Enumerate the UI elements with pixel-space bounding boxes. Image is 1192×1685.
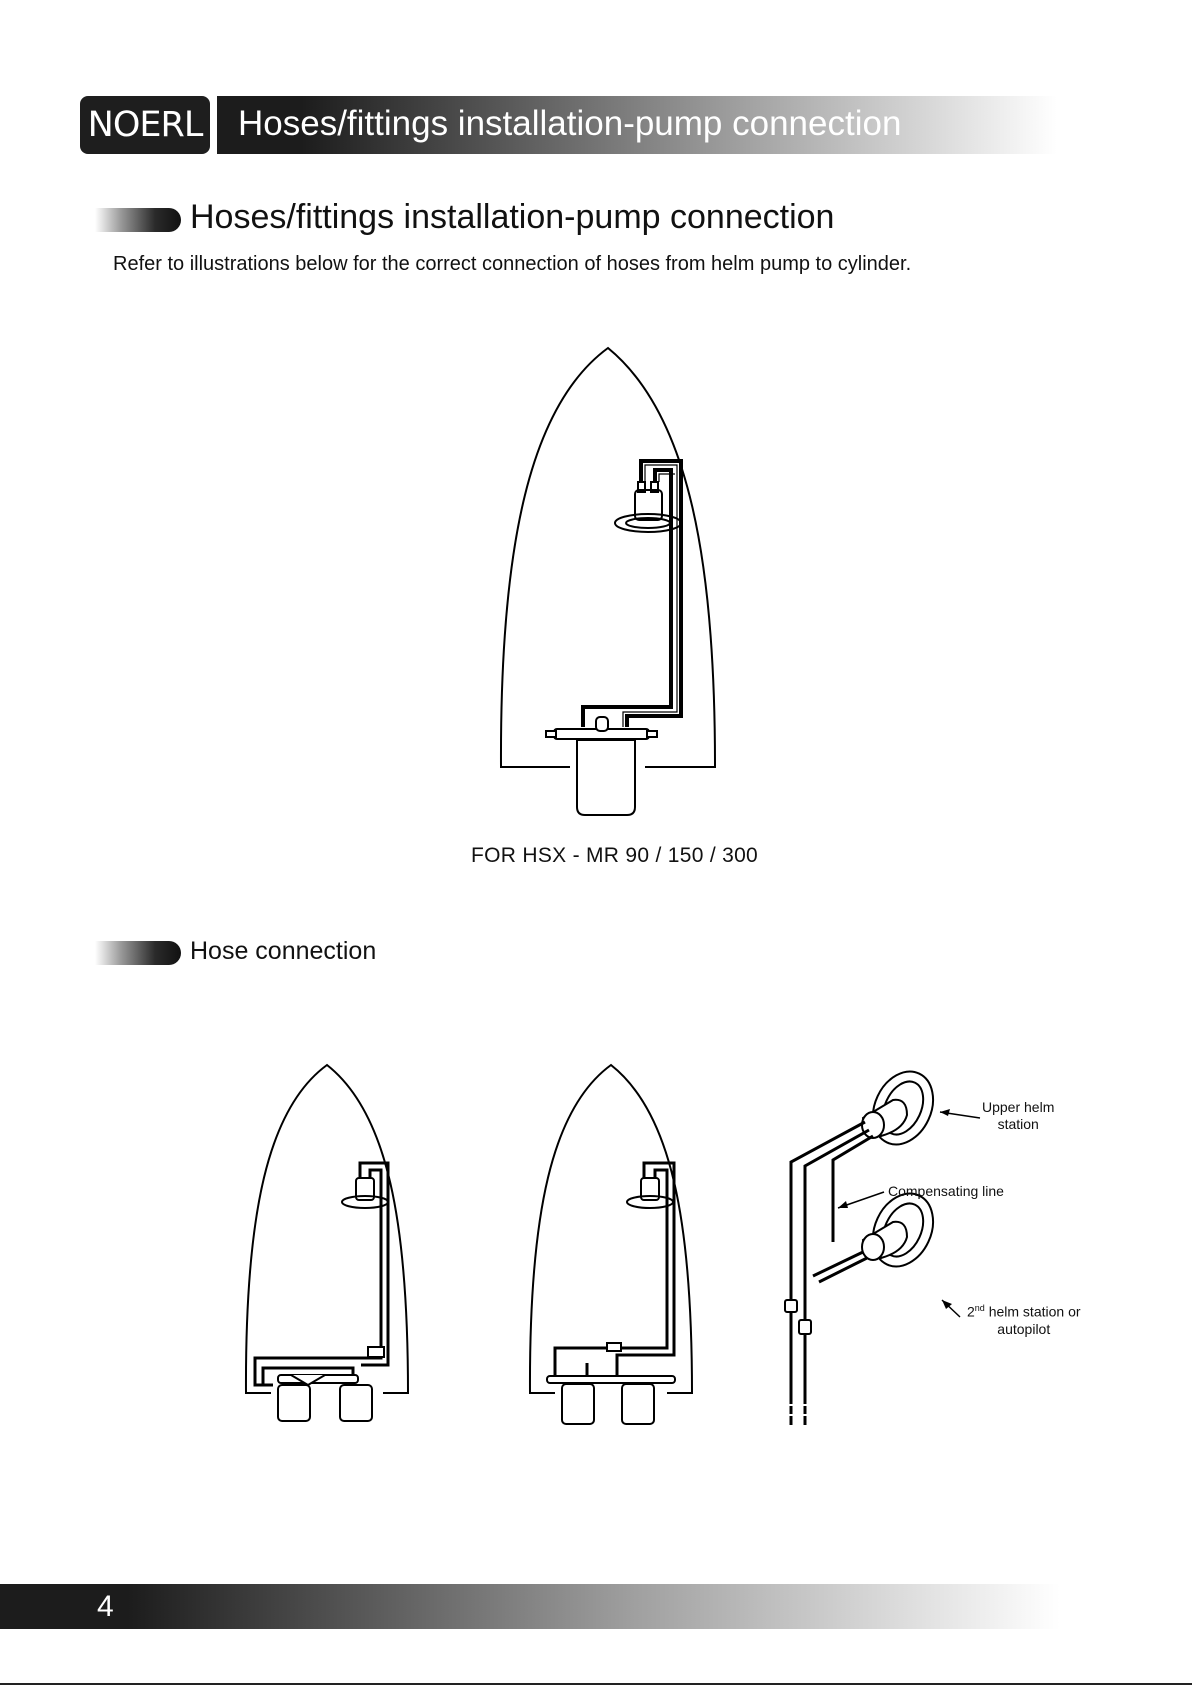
compensating-line-label: Compensating line	[888, 1183, 1004, 1199]
brand-logo-text: NOERL	[87, 105, 203, 145]
boat-single-cylinder-diagram	[495, 345, 720, 820]
boat-dual-cylinder-diagram-b	[527, 1063, 697, 1433]
brand-logo	[80, 96, 210, 154]
boat-dual-cylinder-diagram-a	[243, 1063, 413, 1423]
diagram-caption: FOR HSX - MR 90 / 150 / 300	[471, 844, 759, 867]
section-marker-icon	[95, 208, 181, 232]
section-heading-pump-connection: Hoses/fittings installation-pump connection	[190, 198, 835, 236]
section-marker-icon	[95, 941, 181, 965]
page-number: 4	[97, 1590, 114, 1623]
page-title: Hoses/fittings installation-pump connection	[238, 104, 902, 143]
section-heading-hose-connection: Hose connection	[190, 937, 377, 965]
label-arrows	[830, 1100, 990, 1330]
intro-text: Refer to illustrations below for the correct connection of hoses from helm pump to cylinder.	[113, 253, 912, 275]
second-helm-label: 2nd helm station or autopilot	[967, 1303, 1081, 1337]
upper-helm-label: Upper helm station	[982, 1099, 1055, 1132]
footer-band	[0, 1584, 1060, 1629]
